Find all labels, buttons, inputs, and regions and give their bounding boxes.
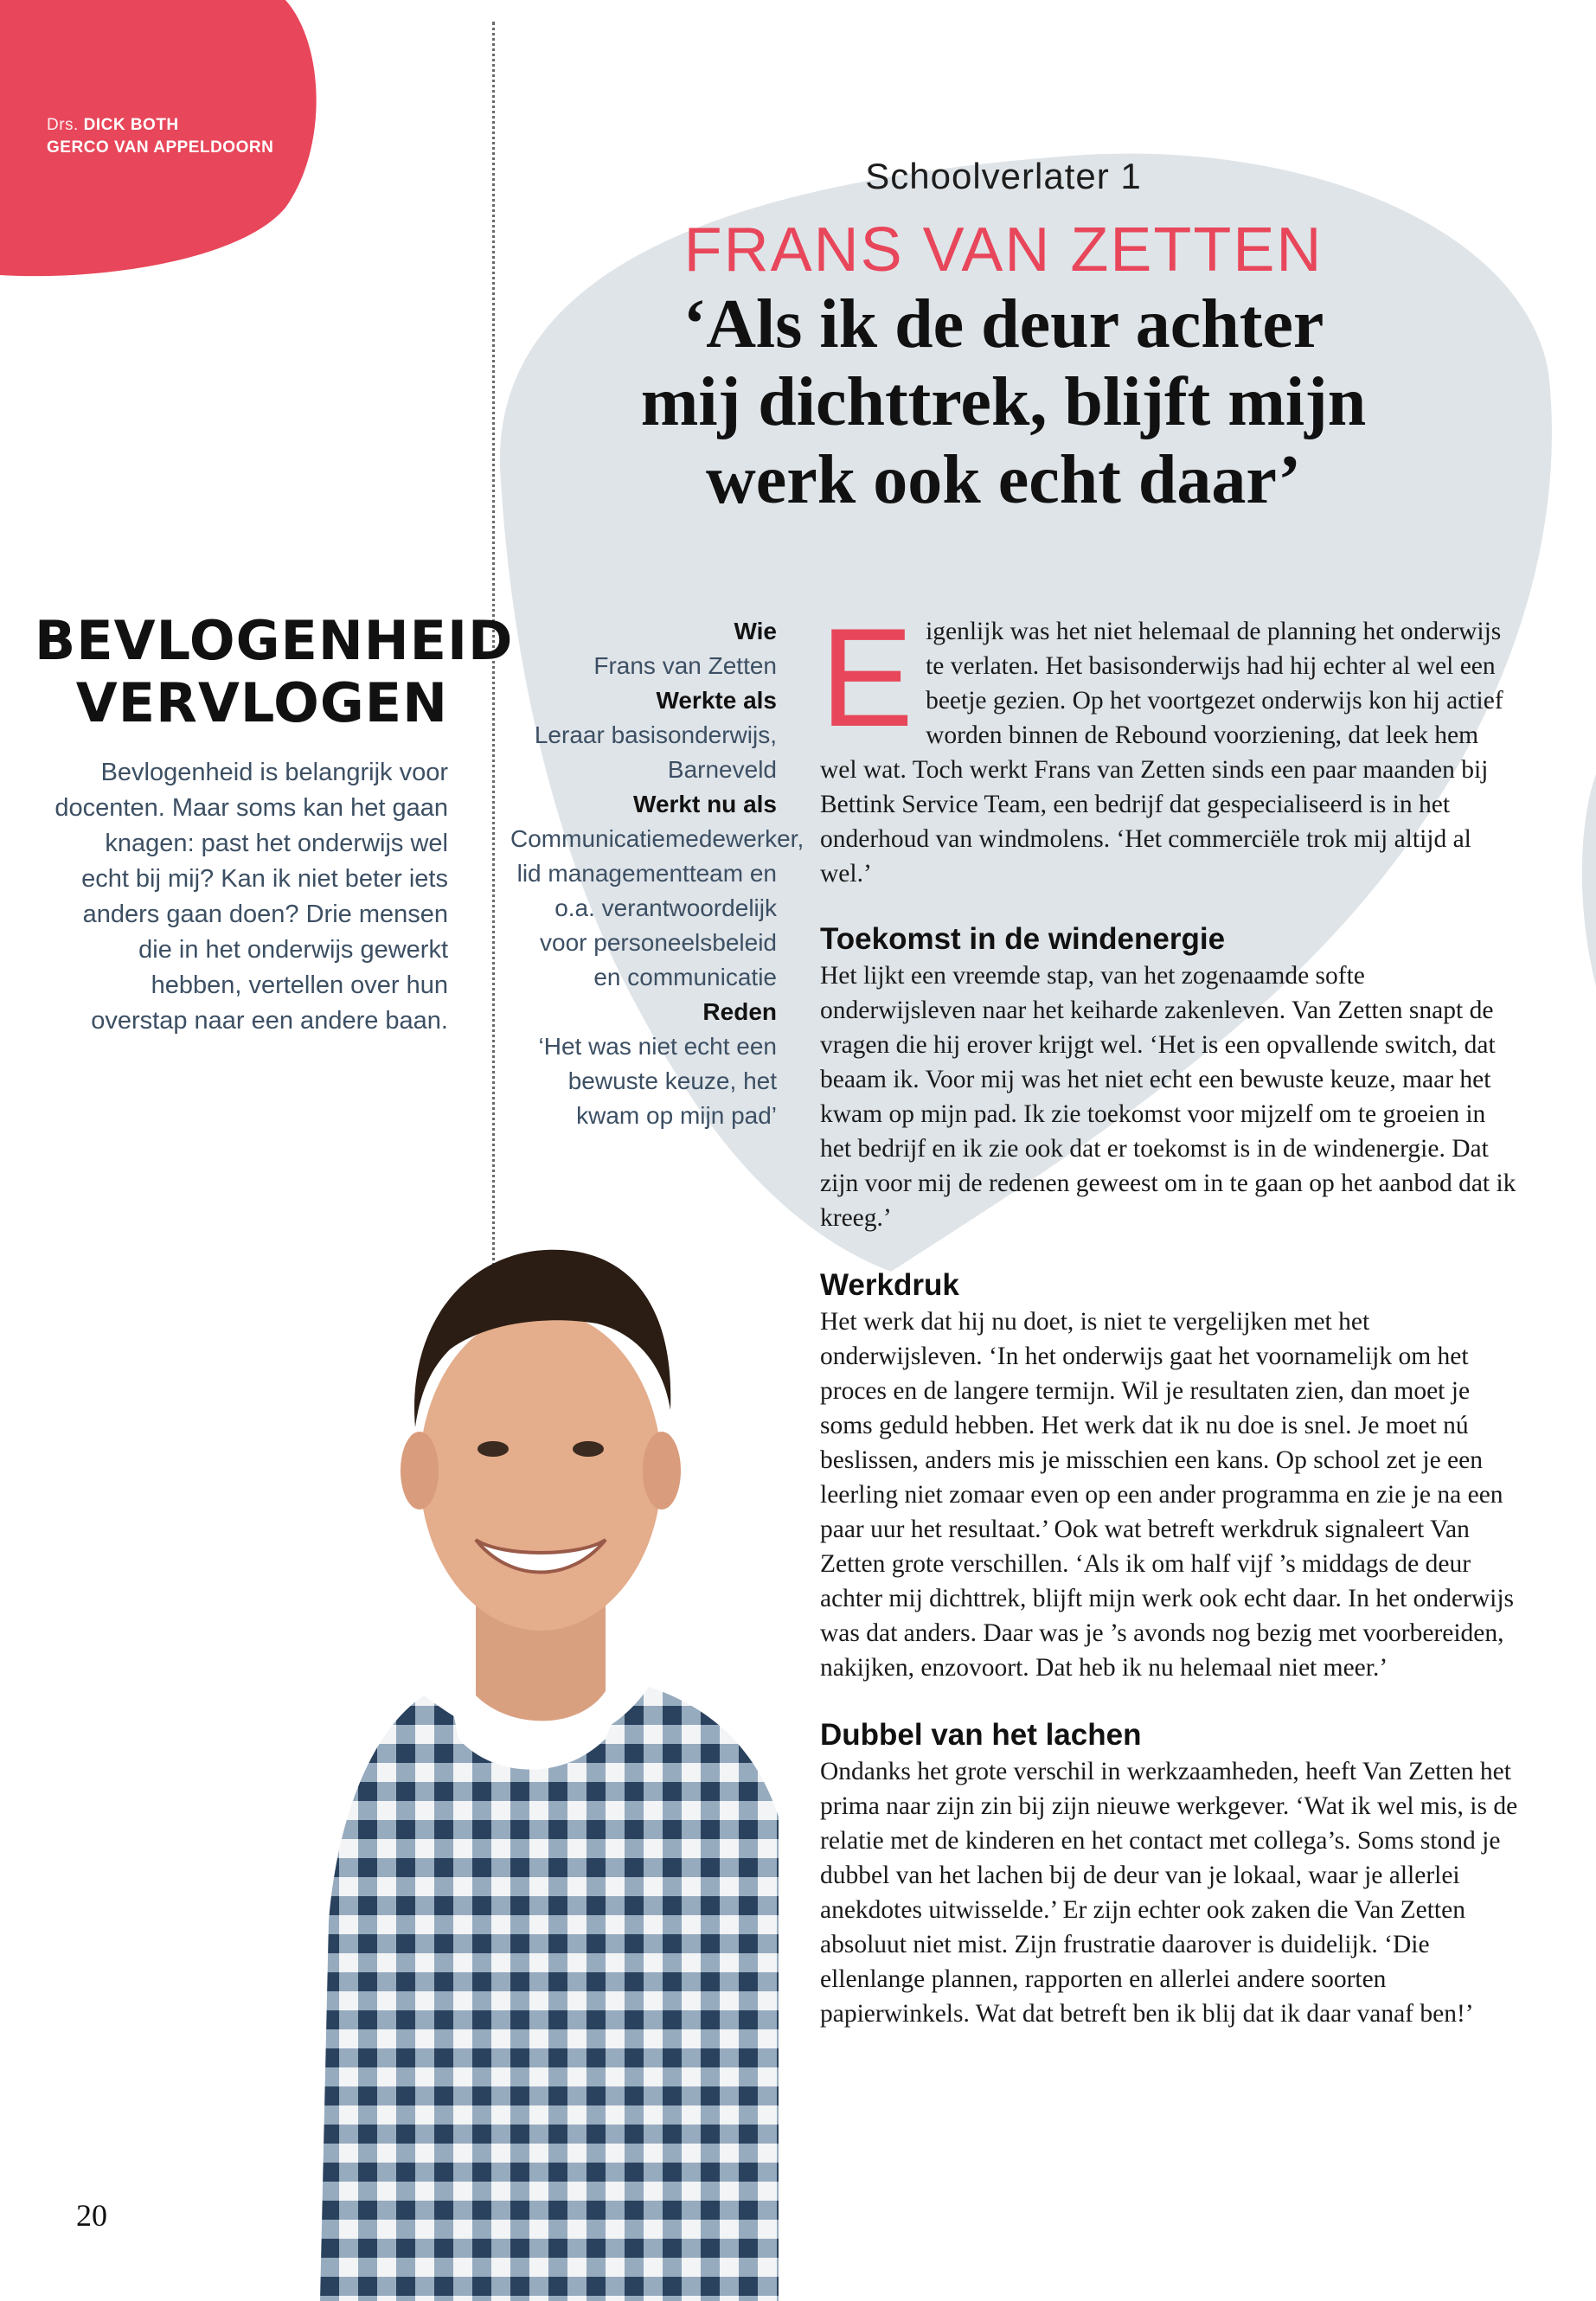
left-ear <box>401 1432 439 1509</box>
fact-value-werkt-nu: Communicatiemedewerker, lid managementteam en o.a. verantwoordelijk voor personeelsbeleid en communicatie <box>510 825 804 990</box>
subheading-werkdruk: Werkdruk <box>820 1268 959 1302</box>
fact-value-reden: ‘Het was niet echt een bewuste keuze, het kwam op mijn pad’ <box>538 1033 777 1129</box>
author-byline <box>47 114 273 159</box>
article-body <box>820 599 1521 2031</box>
quote-line-3: werk ook echt daar’ <box>705 442 1301 518</box>
shirt-shape <box>320 1687 779 2301</box>
author-name-2: GERCO VAN APPELDOORN <box>47 138 274 157</box>
right-ear <box>643 1432 681 1509</box>
left-eye <box>478 1441 509 1457</box>
fact-label-werkt-nu: Werkt nu als <box>633 791 777 817</box>
facts-box <box>510 614 804 1133</box>
portrait-photo <box>320 1211 779 2301</box>
section-title <box>35 609 514 734</box>
quote-title <box>519 285 1488 519</box>
author-name-1: DICK BOTH <box>83 116 179 134</box>
edge-gray-shape <box>1582 774 1596 986</box>
section-title-line-1: BEVLOGENHEID <box>35 609 514 672</box>
fact-label-werkte: Werkte als <box>656 687 777 714</box>
fact-value-wie: Frans van Zetten <box>593 652 777 679</box>
paragraph-dubbel: Ondanks het grote verschil in werkzaamheden, heeft Van Zetten het prima naar zijn zin bij zijn nieuwe werkgever. ‘Wat ik wel mis, is de relatie met de kinderen en het contact met collega’s. Soms stond je dubbel van het lachen bij de deur van je lokaal, waar je allerlei anekdotes uitwisselde.’ Er zijn echter ook zaken die Van Zetten absoluut niet mist. Zijn frustratie daarover is duidelijk. ‘Die ellenlange plannen, rapporten en allerlei andere soorten papierwinkels. Wat dat betreft ben ik blij dat ik daar vanaf ben!’ <box>820 1758 1518 2028</box>
paragraph-toekomst: Het lijkt een vreemde stap, van het zogenaamde softe onderwijsleven naar het keiharde zakenleven. Van Zetten snapt de vragen die hij erover krijgt wel. ‘Het is een opvallende switch, dat beaam ik. Voor mij was het niet echt een bewuste keuze, maar het kwam op mijn pad. Ik zie toekomst voor mijzelf om te groeien in het bedrijf en ik zie ook dat er toekomst is in de windenergie. Dat zijn voor mij de redenen geweest om in te gaan op het aanbod dat ik kreeg.’ <box>820 962 1516 1232</box>
fact-label-wie: Wie <box>734 618 777 644</box>
quote-line-2: mij dichttrek, blijft mijn <box>640 364 1367 440</box>
article-intro: igenlijk was het niet helemaal de planning het onderwijs te verlaten. Het basisonderwijs had hij echter al wel een beetje gezien. Op het voortgezet onderwijs kon hij actief worden binnen de Rebound voorziening, dat leek hem wel wat. Toch werkt Frans van Zetten sinds een paar maanden bij Bettink Service Team, een bedrijf dat gespecialiseerd is in het onderhoud van windmolens. ‘Het commerciële trok mij altijd al wel.’ <box>820 618 1503 888</box>
article-header <box>519 156 1488 519</box>
right-eye <box>573 1441 604 1457</box>
section-intro: Bevlogenheid is belangrijk voor docenten. Maar soms kan het gaan knagen: past het onderwijs wel echt bij mij? Kan ik niet beter iets anders gaan doen? Drie mensen die in het onderwijs gewerkt hebben, vertellen over hun overstap naar een andere baan. <box>54 759 448 1035</box>
page-number: 20 <box>76 2198 107 2233</box>
author-prefix: Drs. <box>47 116 79 134</box>
subheading-toekomst: Toekomst in de windenergie <box>820 922 1226 956</box>
person-name: FRANS VAN ZETTEN <box>683 215 1324 285</box>
paragraph-werkdruk: Het werk dat hij nu doet, is niet te vergelijken met het onderwijsleven. ‘In het onderwijs gaat het voornamelijk om het proces en de langere termijn. Wil je resultaten zien, dan moet je soms geduld hebben. Het werk dat ik nu doe is snel. Je moet nú beslissen, anders mis je misschien een kans. Op school zet je een leerling niet zomaar even op een ander programma en zie je na een paar uur het resultaat.’ Ook wat betreft werkdruk signaleert Van Zetten grote verschillen. ‘Als ik om half vijf ’s middags de deur achter mij dichttrek, blijft mijn werk ook echt daar. In het onderwijs was dat anders. Daar was je ’s avonds nog bezig met voorbereiden, nakijken, enzovoort. Dat heb ik nu helemaal niet meer.’ <box>820 1308 1515 1682</box>
series-label: Schoolverlater 1 <box>865 156 1142 196</box>
fact-value-werkte: Leraar basisonderwijs, Barneveld <box>534 721 777 783</box>
section-title-line-2: VERVLOGEN <box>75 671 448 734</box>
subheading-dubbel: Dubbel van het lachen <box>820 1718 1142 1752</box>
quote-line-1: ‘Als ik de deur achter <box>683 286 1324 362</box>
fact-label-reden: Reden <box>702 998 777 1025</box>
face-shape <box>420 1311 662 1631</box>
drop-cap: E <box>820 599 914 756</box>
